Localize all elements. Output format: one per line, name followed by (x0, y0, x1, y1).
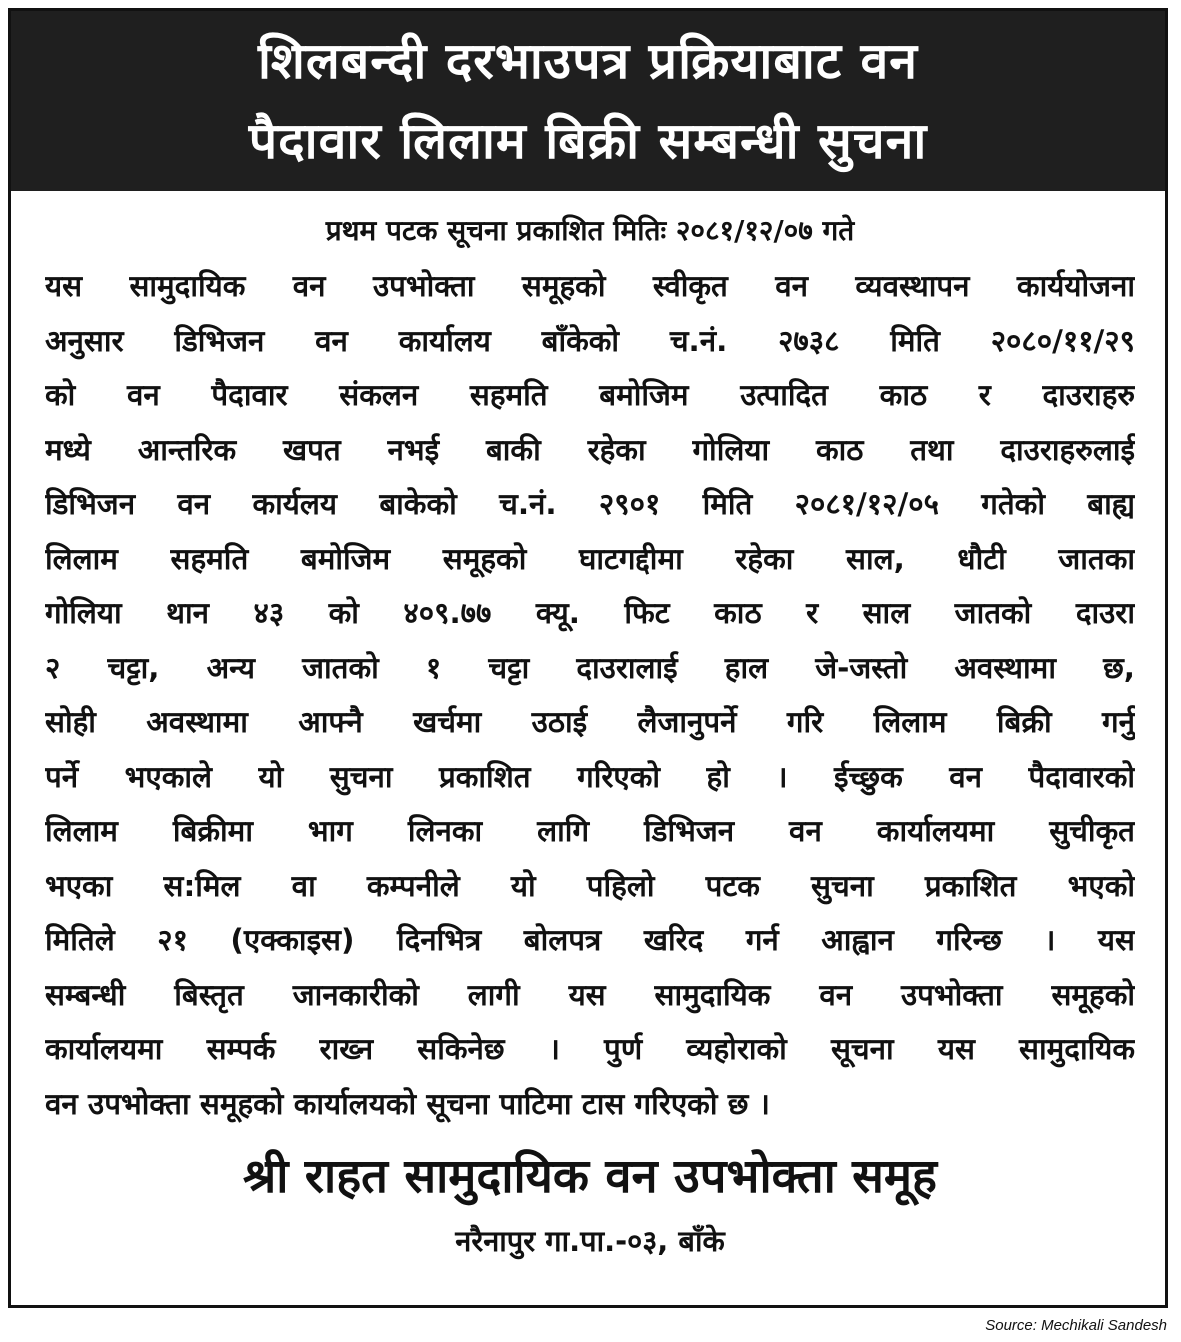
body-line: लिलाम सहमति बमोजिम समूहको घाटगद्दीमा रहेका साल, धौटी जातका (45, 541, 1135, 576)
body-line: २ चट्टा, अन्य जातको १ चट्टा दाउरालाई हाल जे-जस्तो अवस्थामा छ, (45, 650, 1135, 685)
body-line: गोलिया थान ४३ को ४०९.७७ क्यू. फिट काठ र साल जातको दाउरा (45, 596, 1135, 630)
body-line: कार्यालयमा सम्पर्क राख्न सकिनेछ । पुर्ण व्यहोराको सूचना यस सामुदायिक (45, 1032, 1135, 1066)
body-paragraph (45, 259, 1135, 1131)
body-line: मध्ये आन्तरिक खपत नभई बाकी रहेका गोलिया काठ तथा दाउराहरुलाई (45, 432, 1135, 467)
body-line: यस सामुदायिक वन उपभोक्ता समूहको स्वीकृत वन व्यवस्थापन कार्ययोजना (45, 269, 1135, 303)
title-line-2: पैदावार लिलाम बिक्री सम्बन्धी सुचना (248, 112, 928, 170)
source-credit: Source: Mechikali Sandesh (985, 1317, 1167, 1334)
notice-frame (8, 8, 1168, 1308)
body-line: को वन पैदावार संकलन सहमति बमोजिम उत्पादित काठ र दाउराहरु (45, 378, 1135, 412)
signatory-address: नरैनापुर गा.पा.-०३, बाँके (455, 1224, 725, 1258)
signatory-org-name: श्री राहत सामुदायिक वन उपभोक्ता समूह (243, 1149, 937, 1204)
body-line: वन उपभोक्ता समूहको कार्यालयको सूचना पाटिमा टास गरिएको छ । (45, 1086, 770, 1121)
body-line: पर्ने भएकाले यो सुचना प्रकाशित गरिएको हो । ईच्छुक वन पैदावारको (45, 759, 1135, 794)
notice-body (11, 191, 1165, 1267)
body-line: भएका स:मिल वा कम्पनीले यो पहिलो पटक सुचना प्रकाशित भएको (45, 868, 1135, 903)
publication-date: प्रथम पटक सूचना प्रकाशित मितिः २०८१/१२/०७ गते (325, 214, 855, 247)
body-line: मितिले २१ (एक्काइस) दिनभित्र बोलपत्र खरिद गर्न आह्वान गरिन्छ । यस (45, 923, 1135, 957)
body-line: अनुसार डिभिजन वन कार्यालय बाँकेको च.नं. २७३८ मिति २०८०/११/२९ (45, 323, 1135, 358)
body-line: सोही अवस्थामा आफ्नै खर्चमा उठाई लैजानुपर्ने गरि लिलाम बिक्री गर्नु (45, 705, 1135, 739)
title-line-1: शिलबन्दी दरभाउपत्र प्रक्रियाबाट वन (257, 32, 919, 90)
body-line: लिलाम बिक्रीमा भाग लिनका लागि डिभिजन वन कार्यालयमा सुचीकृत (45, 814, 1135, 848)
title-banner (11, 11, 1165, 191)
body-line: सम्बन्धी बिस्तृत जानकारीको लागी यस सामुदायिक वन उपभोक्ता समूहको (45, 977, 1135, 1012)
body-line: डिभिजन वन कार्यलय बाकेको च.नं. २९०१ मिति २०८१/१२/०५ गतेको बाह्य (45, 487, 1135, 521)
